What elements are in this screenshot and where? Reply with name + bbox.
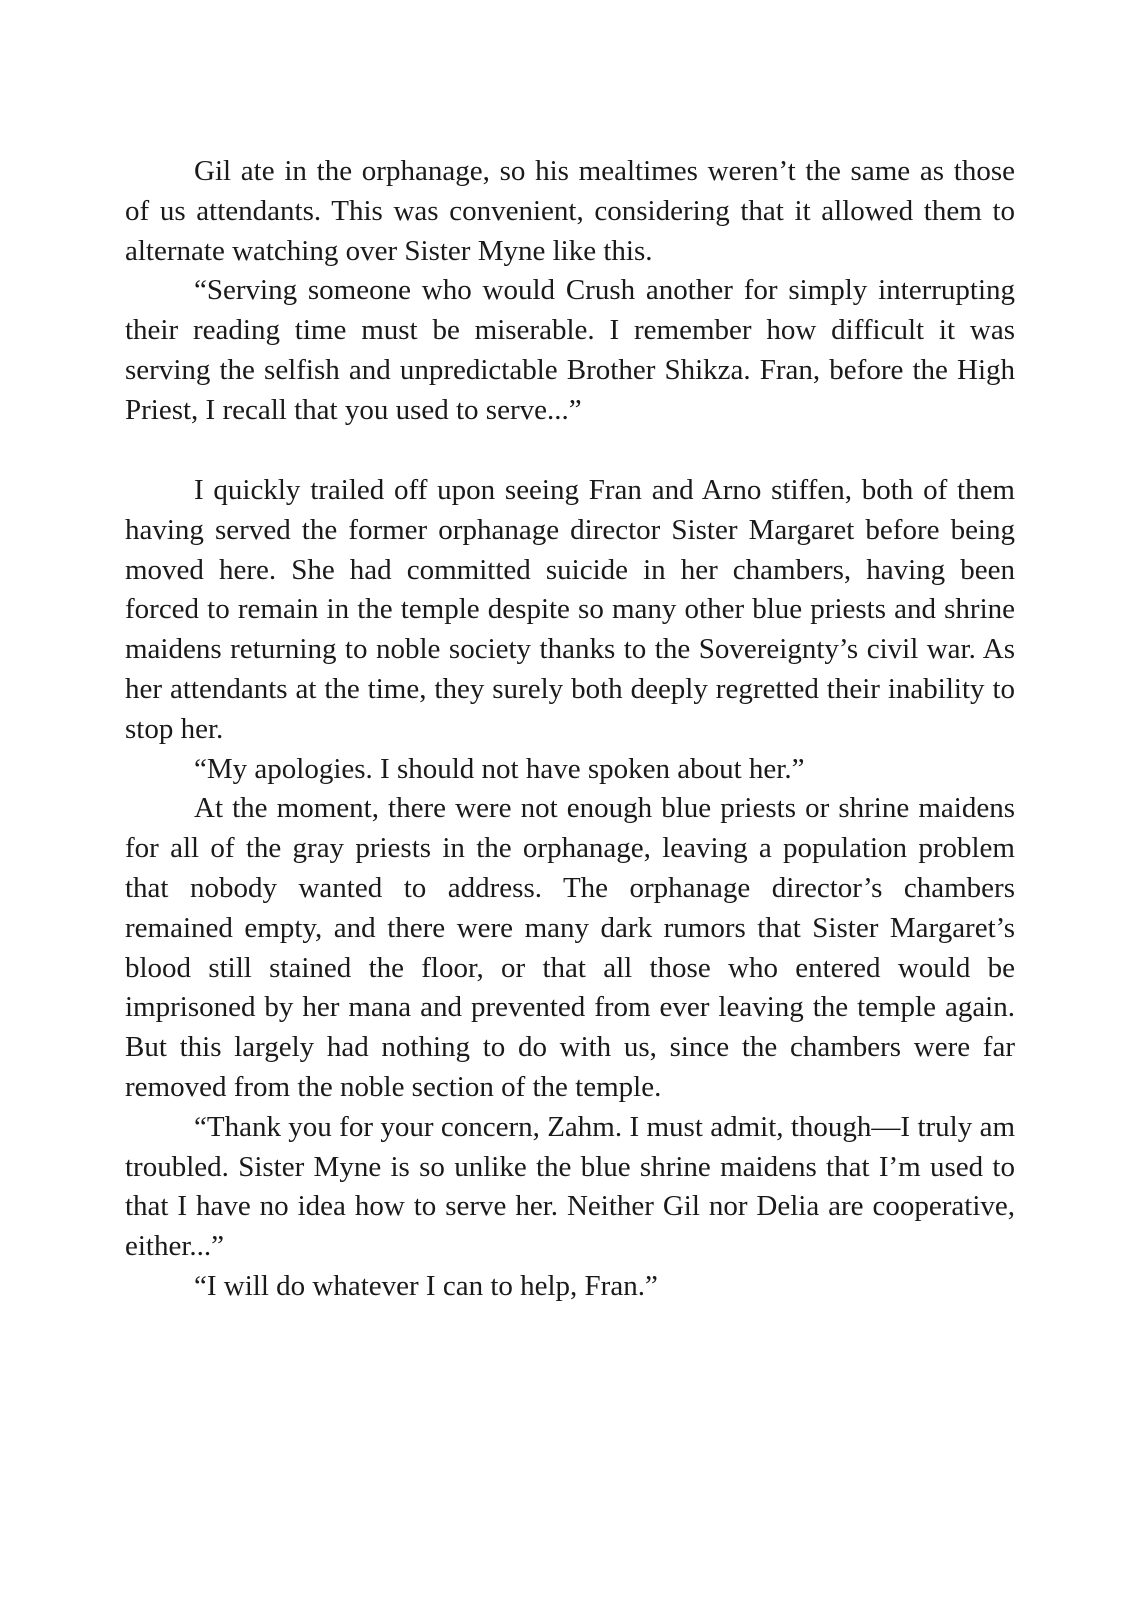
paragraph: “I will do whatever I can to help, Fran.” xyxy=(194,1269,658,1302)
text-block-main xyxy=(125,471,1015,1307)
paragraph: “Thank you for your concern, Zahm. I must admit, though—I truly am troubled. Sister Myne is so unlike the blue shrine maidens that I’m used to that I have no idea how to serve her. Neither Gil nor Delia are cooperative, either...” xyxy=(125,1110,1015,1263)
paragraph: “Serving someone who would Crush another for simply interrupting their reading time must be miserable. I remember how difficult it was serving the selfish and unpredictable Brother Shikza. Fran, before the High Priest, I recall that you used to serve...” xyxy=(125,274,1015,426)
paragraph: At the moment, there were not enough blue priests or shrine maidens for all of the gray priests in the orphanage, leaving a population problem that nobody wanted to address. The orphanage director’s chambers remained empty, and there were many dark rumors that Sister Margaret’s blood still stained the floor, or that all those who entered would be imprisoned by her mana and prevented from ever leaving the temple again. But this largely had nothing to do with us, since the chambers were far removed from the noble section of the temple. xyxy=(125,792,1015,1103)
paragraph: “My apologies. I should not have spoken about her.” xyxy=(194,752,805,785)
text-block-opening xyxy=(125,152,1015,431)
paragraph: I quickly trailed off upon seeing Fran and Arno stiffen, both of them having served the former orphanage director Sister Margaret before being moved here. She had committed suicide in her chambers, having been forced to remain in the temple despite so many other blue priests and shrine maidens returning to noble society thanks to the Sovereignty’s civil war. As her attendants at the time, they surely both deeply regretted their inability to stop her. xyxy=(125,474,1015,745)
paragraph: Gil ate in the orphanage, so his mealtimes weren’t the same as those of us attendants. This was convenient, considering that it allowed them to alternate watching over Sister Myne like this. xyxy=(125,155,1015,267)
